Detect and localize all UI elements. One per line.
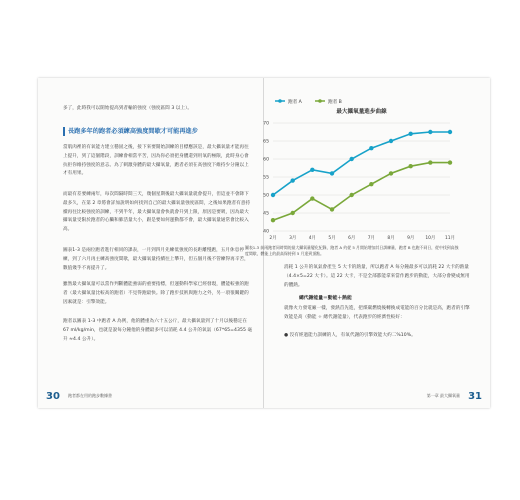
series-line-b bbox=[273, 163, 450, 221]
footer-text-right: 第一章 最大攝氧量 bbox=[426, 393, 460, 398]
intro-line: 多了，此時我可以開始提高到者輸的強度（強度區間 3 以上）。 bbox=[63, 106, 193, 111]
data-point bbox=[408, 132, 412, 136]
left-page bbox=[38, 78, 263, 408]
legend-swatch-marker bbox=[278, 99, 282, 103]
paragraph-1: 當肌肉裡的有氧能力建立穩固之後，接下來要開始訓練的目標應該是，最大攝氧量才能再往上提升，到了這個階段，訓練會相當平苦，因為你必須把身體還到用氧的極限，此時身心會抗拒你維持強度的意志。為了刺激身體的最大攝氧量，跑者必須在高強度下維持少分鐘以上才有用果。 bbox=[63, 145, 249, 177]
paragraph-5: 跑者以圖表 1-3 中跑者 A 為例，他的體重為六十五公斤，最大攝氧量到了十月以後穩定在 67 ml/kg/min，也就是說每分鐘他的身體最多可以消耗 4.4 公升的氧氣（67*65=4355 毫升 ≈4.4 公升）。 bbox=[63, 319, 253, 342]
paragraph-right-2: 就像火力發電廠一樣，發熱首先進，把煤碳燃燒後轉換成電能的百分比就是高，跑者的引擎效能是高（動能 ÷ 總代謝能量），代表跑步的經濟性較好： bbox=[284, 306, 470, 320]
y-tick-label: 60 bbox=[263, 157, 269, 163]
legend-swatch-marker bbox=[318, 99, 322, 103]
x-tick-label: 4月 bbox=[308, 236, 316, 241]
data-point bbox=[290, 178, 294, 182]
data-point bbox=[408, 164, 412, 168]
data-point bbox=[310, 168, 314, 172]
data-point bbox=[271, 193, 275, 197]
y-tick-label: 40 bbox=[263, 229, 269, 235]
legend-label: 跑者 B bbox=[328, 99, 342, 105]
x-tick-label: 5月 bbox=[328, 236, 336, 241]
data-point bbox=[330, 171, 334, 175]
x-tick-label: 9月 bbox=[407, 236, 415, 241]
data-point bbox=[369, 182, 373, 186]
data-point bbox=[349, 193, 353, 197]
data-point bbox=[330, 207, 334, 211]
chart-caption: 圖表1-3 前兩跑者同時間的最大攝氧量變化紀錄，跑者 A 約從 5 月開始增加其日訓練量，跑者 B 也跑不同日，從中找到高強度間歇，體能上的最高保持到 5 月達到頂點。 bbox=[245, 245, 459, 256]
data-point bbox=[369, 146, 373, 150]
data-point bbox=[448, 160, 452, 164]
bullet-item: ● 沒有經過能力訓練的人，有氧代謝的引擎效能大約二%10%。 bbox=[284, 333, 416, 338]
x-tick-label: 6月 bbox=[348, 236, 356, 241]
data-point bbox=[290, 211, 294, 215]
footer-text-left: 跑者都在用的跑步數據書 bbox=[68, 393, 112, 398]
y-tick-label: 70 bbox=[263, 121, 269, 127]
y-tick-label: 65 bbox=[263, 139, 269, 145]
data-point bbox=[310, 196, 314, 200]
paragraph-4: 雖然最大攝氧量可以當作判斷體能強弱的重要指標，但運動科學家已經發現，體能較強的跑者（最大攝氧量比較高的跑者）不見得跑最快。除了跑步技術與跑力之外，另一項很關鍵的因素就是：引擎效能。 bbox=[63, 282, 249, 305]
page-number-left: 30 bbox=[46, 391, 60, 402]
paragraph-3: 圖表1-3 是兩位跑者進行相同的課表，一月到四月先練低強度的長距離慢跑，五月休息停練，到了六月再主練高強度間歇，最大攝氧量持續往上攀升，但五個月後不管練得再辛苦，數值幾乎不再提升了。 bbox=[63, 248, 249, 271]
x-tick-label: 7月 bbox=[367, 236, 375, 241]
paragraph-2: 而最有差要練兩年，每次間隔時間三天，幾個星期後最大攝氧量就會提升，但這並不會降下最多久，在第 2 章將會詳加說明如何找到自己的最大攝氧量強度區間，之後如果跑者有意持續再往比較強度的訓練，不到半年，最大攝氧量會快就會升到上限，原因是要吸，因為最大攝氧量受限於跑者的心臟和肺活量大小，跟是要如何運動都不會，最大攝氧量通常會比較入高。 bbox=[63, 192, 251, 233]
paragraph-right-1: 消耗 1 公升的氧氣會產生 5 大卡的熱量，所以跑者 A 每分鐘最多可以消耗 22 大卡的熱量（4.4×5=22 大卡）。這 22 大卡，不是全部都能拿來當作跑步的動能，大部分會變成無用的體熱。 bbox=[284, 265, 470, 288]
x-tick-label: 3月 bbox=[289, 236, 297, 241]
data-point bbox=[349, 157, 353, 161]
legend-label: 跑者 A bbox=[288, 99, 302, 105]
y-tick-label: 55 bbox=[263, 175, 269, 181]
page-number-right: 31 bbox=[468, 391, 482, 402]
chart-title: 最大攝氧量進步曲線 bbox=[336, 109, 387, 115]
y-tick-label: 45 bbox=[263, 211, 269, 217]
data-point bbox=[448, 130, 452, 134]
formula-title: 總代謝能量＝動能＋熱能 bbox=[299, 296, 352, 301]
y-tick-label: 50 bbox=[263, 193, 269, 199]
vo2max-chart bbox=[245, 93, 460, 253]
x-tick-label: 10月 bbox=[425, 236, 436, 241]
data-point bbox=[389, 139, 393, 143]
x-tick-label: 2月 bbox=[269, 236, 277, 241]
x-tick-label: 8月 bbox=[387, 236, 395, 241]
data-point bbox=[389, 171, 393, 175]
x-tick-label: 11月 bbox=[445, 236, 455, 241]
data-point bbox=[428, 160, 432, 164]
data-point bbox=[271, 218, 275, 222]
section-heading: 長跑多年的跑者必須練高強度間歇才可能再進步 bbox=[63, 127, 258, 136]
data-point bbox=[428, 130, 432, 134]
